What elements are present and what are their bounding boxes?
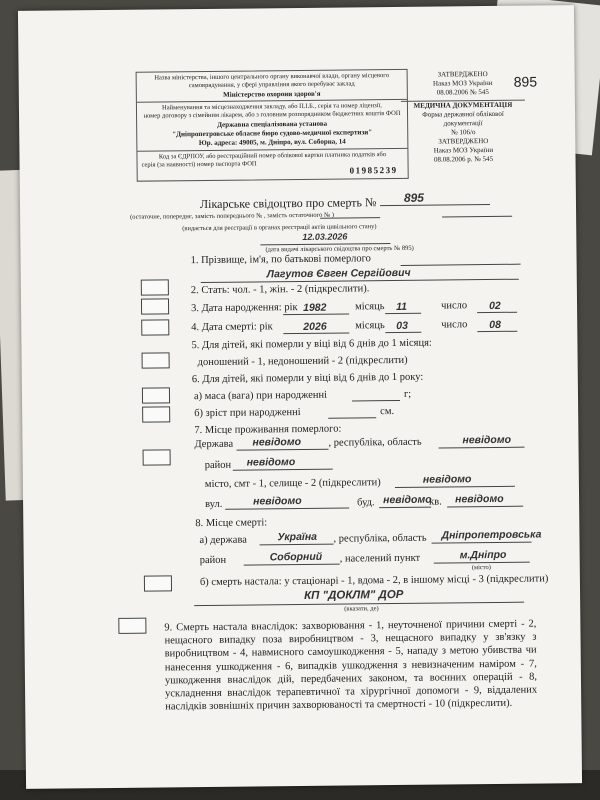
death-region: Дніпропетровська (441, 528, 542, 542)
residence-street: невідомо (253, 494, 302, 508)
form-line: документації (443, 119, 483, 128)
field-7-label: 7. Місце проживання померлого: (194, 423, 342, 437)
residence-house: невідомо (383, 493, 432, 507)
field-6-height-label: б) зріст при народженні (194, 406, 301, 420)
residence-city: невідомо (422, 473, 472, 486)
birth-month: 11 (395, 300, 408, 313)
certificate-title: Лікарське свідоцтво про смерть № (199, 195, 377, 212)
field-6-weight-unit: г; (403, 388, 412, 400)
residence-region: невідомо (462, 433, 512, 447)
org-caption: самоврядування, у сфері управління якого перебуває заклад (188, 80, 355, 90)
registry-caption: (видається для реєстрації в органах реєстрації актів цивільного стану) (182, 223, 377, 233)
death-settlement: м.Дніпро (459, 548, 507, 562)
institution-header-box (136, 69, 409, 182)
death-district: Соборний (269, 550, 323, 564)
field-6-weight-label: а) маса (вага) при народженні (193, 389, 328, 403)
issue-date-caption: (дата видачі лікарського свідоцтва про смерть № 895) (265, 244, 414, 254)
field-8-label: 8. Місце смерті: (195, 517, 268, 530)
death-day: 08 (489, 318, 502, 332)
issue-date: 12.03.2026 (302, 231, 348, 242)
field-8b-label: б) смерть настала: у стаціонарі - 1, вдома - 2, в іншому місці - 3 (підкреслити) (199, 573, 549, 589)
edrpou-code: 01985239 (349, 164, 398, 176)
field-6-label: 6. Для дітей, які померли у віці від 6 днів до 1 року: (191, 371, 424, 386)
status-caption: (остаточне, попереднє, замість попереднього № , замість остаточного № ) (130, 211, 335, 221)
institution-name: Державна спеціалізована установа (217, 119, 328, 129)
certificate-number: 895 (403, 190, 425, 205)
code-caption: Код за ЄДРПОУ, або реєстраційний номер облікової картки платника податків або (158, 151, 387, 161)
day-label: число (441, 319, 468, 331)
field-8-country-label: а) держава (199, 534, 247, 547)
code-caption: серія (за наявності) номер паспорта ФОП (141, 160, 257, 169)
org-caption: Назва міністерства, іншого центрального органу виконавчої влади, органу місцевого (154, 72, 390, 82)
institution-caption: Найменування та місцезнаходження закладу, або П.І.Б., серія та номер ліцензії, (161, 102, 382, 112)
form-line: Форма державної облікової (422, 109, 504, 119)
ministry-name: Міністерство охорони здоров'я (223, 89, 321, 99)
field-9-code-box (118, 618, 146, 634)
death-country: Україна (277, 530, 318, 544)
field-6b-code-box (142, 406, 170, 422)
month-label: місяць (355, 320, 385, 332)
order-label: Наказ МОЗ України (432, 78, 493, 88)
institution-address: Юр. адреса: 49005, м. Дніпро, вул. Соборна, 14 (198, 137, 346, 148)
field-7-district-label: район (204, 459, 232, 472)
field-5-option: доношений - 1, недоношений - 2 (підкреслити) (197, 354, 408, 369)
residence-country: невідомо (252, 435, 302, 449)
order-date: 08.08.2006 р. № 545 (433, 154, 494, 164)
field-8-republic-label: , республіка, область (333, 532, 427, 545)
approval-block (401, 70, 526, 165)
field-4-label: 4. Дата смерті: рік (191, 321, 273, 334)
field-6-height-unit: см. (380, 406, 395, 418)
settlement-caption: (місто) (471, 564, 491, 572)
field-7-code-box (143, 449, 171, 465)
field-5-code-box (142, 352, 170, 368)
field-3-label: 3. Дата народження: рік (191, 302, 298, 315)
field-1-value: Лагутов Євген Сергійович (266, 266, 411, 281)
field-7-republic-label: , республіка, область (328, 436, 422, 449)
birth-day: 02 (488, 299, 501, 313)
order-label: Наказ МОЗ України (433, 145, 494, 155)
field-7-house-label: буд. (357, 497, 375, 509)
field-5-label: 5. Для дітей, які померли у віці від 6 днів до 1 місяця: (191, 337, 432, 352)
death-place: КП "ДОКЛМ" ДОР (304, 588, 404, 602)
form-number: № 106/о (451, 128, 476, 137)
field-8-district-label: район (199, 554, 227, 567)
corner-number: 895 (513, 73, 538, 90)
field-8b-code-box (144, 575, 172, 591)
field-3-code-box (141, 298, 169, 314)
order-date: 08.08.2006 № 545 (436, 88, 489, 97)
residence-apartment: невідомо (455, 492, 504, 506)
residence-district: невідомо (246, 456, 296, 469)
death-place-caption: (вказати, де) (344, 605, 379, 613)
field-7-country-label: Держава (194, 438, 234, 451)
med-doc-label: МЕДИЧНА ДОКУМЕНТАЦІЯ (401, 100, 525, 111)
day-label: число (440, 300, 468, 312)
field-7-city-label: місто, смт - 1, селище - 2 (підкреслити) (204, 477, 381, 491)
institution-caption: номер договору з сімейним лікарем, або з головним розпорядником бюджетних коштів ФОП (143, 109, 401, 120)
approved-label: ЗАТВЕРДЖЕНО (438, 137, 489, 146)
field-4-code-box (141, 319, 169, 335)
field-2-label: 2. Стать: чол. - 1, жін. - 2 (підкреслити). (190, 283, 370, 297)
field-7-apt-label: кв. (429, 496, 442, 508)
death-year: 2026 (303, 320, 327, 333)
field-8-settlement-label: , населений пункт (339, 552, 421, 565)
field-2-code-box (141, 279, 169, 295)
death-certificate-sheet (18, 5, 582, 789)
month-label: місяць (355, 301, 385, 313)
field-7-street-label: вул. (205, 498, 223, 510)
field-1-label: 1. Прізвище, ім'я, по батькові померлого (190, 253, 371, 267)
field-9-text: 9. Смерть настала внаслідок: захворювання - 1, неуточненої причини смерті - 2, нещасного випадку поза виробництвом - 3, нещасного випадку у зв'язку з виробництвом - 4, навмисного самоушкодження - 5, нападу з метою убивства чи нанесення ушкодження - 6, випадків ушкодження з невизначеним наміром - 7, ушкодження внаслідок дій, передбачених законом, та воєнних операцій - 8, ускладнення внаслідок терапевтичної та хірургічної допомоги - 9, віддалених наслідків зовнішніх причин захворюваності та смертності - 10 (підкреслити). (164, 618, 538, 713)
field-6a-code-box (142, 387, 170, 403)
death-month: 03 (396, 319, 409, 332)
institution-name: "Дніпропетровське обласне бюро судово-медичної експертизи" (172, 128, 373, 139)
approved-label: ЗАТВЕРДЖЕНО (437, 70, 488, 79)
birth-year: 1982 (303, 301, 327, 314)
